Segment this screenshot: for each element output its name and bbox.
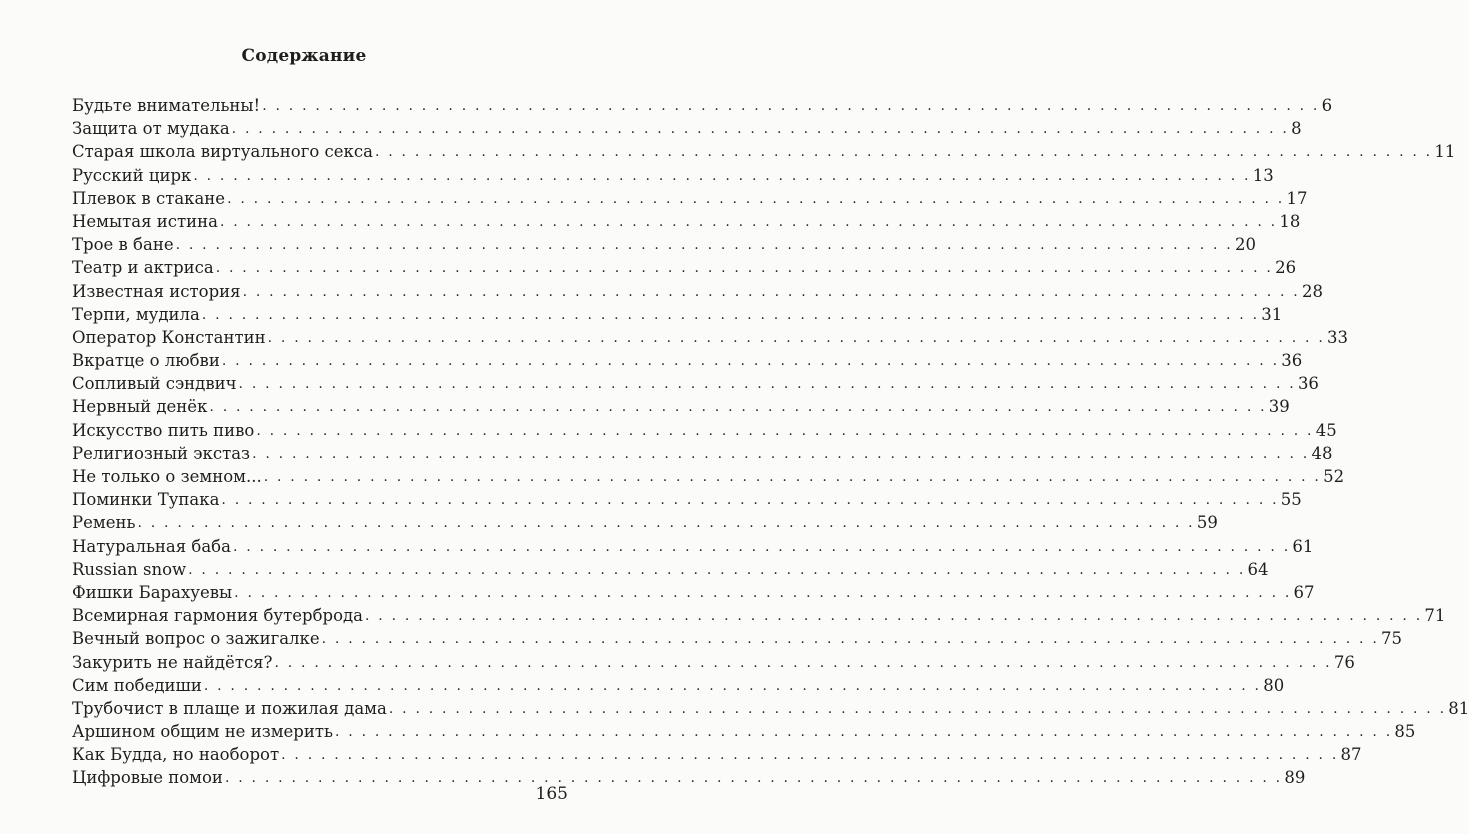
toc-entry	[72, 674, 1285, 697]
toc-entry-page: 80	[1263, 675, 1285, 695]
toc-entry	[72, 326, 1348, 349]
toc-entry-page: 36	[1297, 374, 1319, 394]
dot-leader: . . . . . . . . . . . . . . . . . . . . . . . . . . . . . . . . . . . . . . . . . . . . . . . . . . . . . . . . . . . . . . . . . . . . . . . . . . . . . . . .	[137, 515, 1195, 532]
toc-entry-page: 18	[1279, 211, 1301, 231]
toc-entry	[72, 395, 1290, 418]
toc-entry-title: Поминки Тупака	[72, 490, 220, 510]
dot-leader: . . . . . . . . . . . . . . . . . . . . . . . . . . . . . . . . . . . . . . . . . . . . . . . . . . . . . . . . . . . . . . . . . . . . . . . . . . . . . . . .	[219, 213, 1278, 230]
toc-entry-page: 59	[1196, 513, 1218, 533]
dot-leader: . . . . . . . . . . . . . . . . . . . . . . . . . . . . . . . . . . . . . . . . . . . . . . . . . . . . . . . . . . . . . . . . . . . . . . . . . . . . . . . .	[232, 538, 1291, 555]
toc-entry-page: 26	[1275, 258, 1297, 278]
table-of-contents	[72, 94, 1469, 790]
toc-entry	[72, 256, 1297, 279]
toc-entry-page: 8	[1291, 119, 1302, 139]
toc-entry-page: 87	[1340, 745, 1362, 765]
toc-entry-title: Цифровые помои	[72, 768, 223, 788]
toc-entry-page: 75	[1381, 629, 1402, 649]
toc-entry-title: Будьте внимательны!	[72, 96, 261, 115]
toc-entry-title: Как Будда, но наоборот	[72, 745, 280, 765]
toc-entry	[72, 651, 1355, 674]
toc-entry	[72, 233, 1256, 256]
toc-entry-page: 61	[1292, 536, 1314, 556]
toc-entry	[72, 187, 1308, 210]
dot-leader: . . . . . . . . . . . . . . . . . . . . . . . . . . . . . . . . . . . . . . . . . . . . . . . . . . . . . . . . . . . . . . . . . . . . . . . . . . . . . . . .	[193, 167, 1251, 184]
toc-entry-page: 71	[1424, 606, 1446, 626]
toc-entry	[72, 766, 1306, 789]
toc-entry-title: Закурить не найдётся?	[72, 652, 273, 672]
page-title: Содержание	[241, 46, 367, 66]
toc-entry	[72, 140, 1456, 163]
toc-entry-page: 6	[1321, 96, 1333, 115]
toc-entry-page: 11	[1434, 142, 1456, 162]
toc-entry-page: 28	[1301, 281, 1323, 301]
dot-leader: . . . . . . . . . . . . . . . . . . . . . . . . . . . . . . . . . . . . . . . . . . . . . . . . . . . . . . . . . . . . . . . . . . . . . . . . . . . . . . . .	[256, 422, 1314, 439]
toc-entry-page: 45	[1315, 420, 1337, 440]
toc-entry-title: Известная история	[72, 281, 241, 301]
toc-entry-title: Защита от мудака	[72, 119, 230, 139]
toc-entry	[72, 627, 1402, 650]
toc-entry-title: Религиозный экстаз	[72, 443, 251, 463]
toc-entry-page: 36	[1281, 351, 1303, 371]
dot-leader: . . . . . . . . . . . . . . . . . . . . . . . . . . . . . . . . . . . . . . . . . . . . . . . . . . . . . . . . . . . . . . . . . . . . . . . . . . . . . . . .	[231, 121, 1290, 138]
toc-entry	[72, 164, 1274, 187]
toc-entry-page: 64	[1247, 559, 1269, 579]
toc-entry	[72, 442, 1333, 465]
page-number: 165	[535, 784, 568, 804]
dot-leader: . . . . . . . . . . . . . . . . . . . . . . . . . . . . . . . . . . . . . . . . . . . . . . . . . . . . . . . . . . . . . . . . . . . . . . . . . . . . . . . .	[388, 700, 1447, 717]
toc-entry-title: Оператор Константин	[72, 327, 266, 347]
toc-entry	[72, 117, 1302, 140]
toc-entry	[72, 604, 1446, 627]
toc-entry-page: 81	[1448, 698, 1469, 718]
toc-entry-title: Фишки Барахуевы	[72, 582, 233, 602]
toc-entry-title: Сопливый сэндвич	[72, 374, 237, 394]
toc-entry-title: Старая школа виртуального секса	[72, 142, 373, 162]
toc-entry-title: Театр и актриса	[72, 258, 214, 278]
toc-entry-title: Russian snow	[72, 559, 187, 579]
dot-leader: . . . . . . . . . . . . . . . . . . . . . . . . . . . . . . . . . . . . . . . . . . . . . . . . . . . . . . . . . . . . . . . . . . . . . . . . . . . . . . . .	[374, 144, 1433, 161]
toc-entry	[72, 372, 1319, 395]
toc-entry-page: 33	[1326, 327, 1348, 347]
toc-entry-title: Плевок в стакане	[72, 188, 226, 208]
toc-entry-page: 55	[1280, 490, 1302, 510]
dot-leader: . . . . . . . . . . . . . . . . . . . . . . . . . . . . . . . . . . . . . . . . . . . . . . . . . . . . . . . . . . . . . . . . . . . . . . . . . . . . . . . .	[227, 190, 1285, 207]
toc-entry-title: Трубочист в плаще и пожилая дама	[72, 698, 387, 718]
toc-entry	[72, 210, 1301, 233]
dot-leader: . . . . . . . . . . . . . . . . . . . . . . . . . . . . . . . . . . . . . . . . . . . . . . . . . . . . . . . . . . . . . . . . . . . . . . . . . . . . . . . .	[221, 492, 1279, 509]
toc-entry	[72, 303, 1283, 326]
toc-entry	[72, 280, 1323, 303]
dot-leader: . . . . . . . . . . . . . . . . . . . . . . . . . . . . . . . . . . . . . . . . . . . . . . . . . . . . . . . . . . . . . . . . . . . . . . . . . . . . . . . .	[263, 469, 1322, 485]
toc-entry	[72, 697, 1469, 720]
toc-entry-page: 13	[1252, 165, 1274, 185]
dot-leader: . . . . . . . . . . . . . . . . . . . . . . . . . . . . . . . . . . . . . . . . . . . . . . . . . . . . . . . . . . . . . . . . . . . . . . . . . . . . . . . .	[215, 260, 1274, 277]
toc-entry-title: Сим победиши	[72, 675, 202, 695]
toc-entry	[72, 94, 1333, 117]
toc-entry-title: Искусство пить пиво	[72, 420, 255, 440]
toc-entry-title: Немытая истина	[72, 211, 218, 231]
dot-leader: . . . . . . . . . . . . . . . . . . . . . . . . . . . . . . . . . . . . . . . . . . . . . . . . . . . . . . . . . . . . . . . . . . . . . . . . . . . . . . . .	[252, 445, 1310, 462]
toc-entry-title: Всемирная гармония бутерброда	[72, 606, 363, 626]
toc-entry	[72, 581, 1315, 604]
toc-entry-title: Аршином общим не измерить	[72, 722, 333, 742]
dot-leader: . . . . . . . . . . . . . . . . . . . . . . . . . . . . . . . . . . . . . . . . . . . . . . . . . . . . . . . . . . . . . . . . . . . . . . . . . . . . . . . .	[221, 353, 1280, 370]
dot-leader: . . . . . . . . . . . . . . . . . . . . . . . . . . . . . . . . . . . . . . . . . . . . . . . . . . . . . . . . . . . . . . . . . . . . . . . . . . . . . . . .	[321, 631, 1379, 648]
toc-entry-title: Вкратце о любви	[72, 351, 220, 371]
toc-entry	[72, 535, 1314, 558]
toc-entry	[72, 488, 1302, 511]
dot-leader: . . . . . . . . . . . . . . . . . . . . . . . . . . . . . . . . . . . . . . . . . . . . . . . . . . . . . . . . . . . . . . . . . . . . . . . . . . . . . . . .	[274, 654, 1332, 671]
dot-leader: . . . . . . . . . . . . . . . . . . . . . . . . . . . . . . . . . . . . . . . . . . . . . . . . . . . . . . . . . . . . . . . . . . . . . . . . . . . . . . . .	[234, 584, 1292, 601]
dot-leader: . . . . . . . . . . . . . . . . . . . . . . . . . . . . . . . . . . . . . . . . . . . . . . . . . . . . . . . . . . . . . . . . . . . . . . . . . . . . . . . .	[175, 237, 1233, 254]
toc-entry-page: 31	[1261, 304, 1283, 324]
toc-entry	[72, 511, 1218, 534]
dot-leader: . . . . . . . . . . . . . . . . . . . . . . . . . . . . . . . . . . . . . . . . . . . . . . . . . . . . . . . . . . . . . . . . . . . . . . . . . . . . . . . .	[267, 329, 1325, 346]
dot-leader: . . . . . . . . . . . . . . . . . . . . . . . . . . . . . . . . . . . . . . . . . . . . . . . . . . . . . . . . . . . . . . . . . . . . . . . . . . . . . . . .	[188, 561, 1246, 578]
toc-entry-page: 52	[1323, 467, 1345, 486]
toc-entry-title: Не только о земном...	[72, 467, 262, 486]
toc-entry	[72, 349, 1303, 372]
toc-entry-title: Ремень	[72, 513, 136, 533]
toc-entry-page: 67	[1293, 582, 1315, 602]
dot-leader: . . . . . . . . . . . . . . . . . . . . . . . . . . . . . . . . . . . . . . . . . . . . . . . . . . . . . . . . . . . . . . . . . . . . . . . . . . . . . . . .	[224, 770, 1283, 787]
toc-entry	[72, 743, 1362, 766]
toc-entry-page: 89	[1284, 768, 1306, 788]
dot-leader: . . . . . . . . . . . . . . . . . . . . . . . . . . . . . . . . . . . . . . . . . . . . . . . . . . . . . . . . . . . . . . . . . . . . . . . . . . . . . . . .	[334, 724, 1393, 741]
toc-entry	[72, 419, 1337, 442]
toc-entry-page: 85	[1394, 722, 1416, 742]
toc-entry-title: Нервный денёк	[72, 397, 208, 417]
toc-entry-page: 17	[1286, 188, 1308, 208]
toc-entry-page: 76	[1333, 652, 1355, 672]
toc-entry-page: 39	[1268, 397, 1290, 417]
toc-entry-title: Натуральная баба	[72, 536, 231, 556]
toc-entry-title: Трое в бане	[72, 235, 174, 255]
toc-entry-page: 48	[1311, 443, 1333, 463]
dot-leader: . . . . . . . . . . . . . . . . . . . . . . . . . . . . . . . . . . . . . . . . . . . . . . . . . . . . . . . . . . . . . . . . . . . . . . . . . . . . . . . .	[365, 608, 1423, 625]
dot-leader: . . . . . . . . . . . . . . . . . . . . . . . . . . . . . . . . . . . . . . . . . . . . . . . . . . . . . . . . . . . . . . . . . . . . . . . . . . . . . . . .	[203, 677, 1262, 694]
dot-leader: . . . . . . . . . . . . . . . . . . . . . . . . . . . . . . . . . . . . . . . . . . . . . . . . . . . . . . . . . . . . . . . . . . . . . . . . . . . . . . . .	[242, 283, 1300, 300]
toc-entry-title: Терпи, мудила	[72, 304, 200, 324]
toc-entry	[72, 465, 1345, 488]
dot-leader: . . . . . . . . . . . . . . . . . . . . . . . . . . . . . . . . . . . . . . . . . . . . . . . . . . . . . . . . . . . . . . . . . . . . . . . . . . . . . . . .	[281, 747, 1339, 764]
dot-leader: . . . . . . . . . . . . . . . . . . . . . . . . . . . . . . . . . . . . . . . . . . . . . . . . . . . . . . . . . . . . . . . . . . . . . . . . . . . . . . . .	[262, 98, 1320, 114]
toc-entry	[72, 720, 1416, 743]
dot-leader: . . . . . . . . . . . . . . . . . . . . . . . . . . . . . . . . . . . . . . . . . . . . . . . . . . . . . . . . . . . . . . . . . . . . . . . . . . . . . . . .	[201, 306, 1260, 323]
toc-entry-page: 20	[1234, 235, 1256, 255]
toc-entry-title: Вечный вопрос о зажигалке	[72, 629, 320, 649]
dot-leader: . . . . . . . . . . . . . . . . . . . . . . . . . . . . . . . . . . . . . . . . . . . . . . . . . . . . . . . . . . . . . . . . . . . . . . . . . . . . . . . .	[238, 376, 1296, 393]
toc-entry	[72, 558, 1269, 581]
dot-leader: . . . . . . . . . . . . . . . . . . . . . . . . . . . . . . . . . . . . . . . . . . . . . . . . . . . . . . . . . . . . . . . . . . . . . . . . . . . . . . . .	[209, 399, 1267, 416]
toc-entry-title: Русский цирк	[72, 165, 192, 185]
